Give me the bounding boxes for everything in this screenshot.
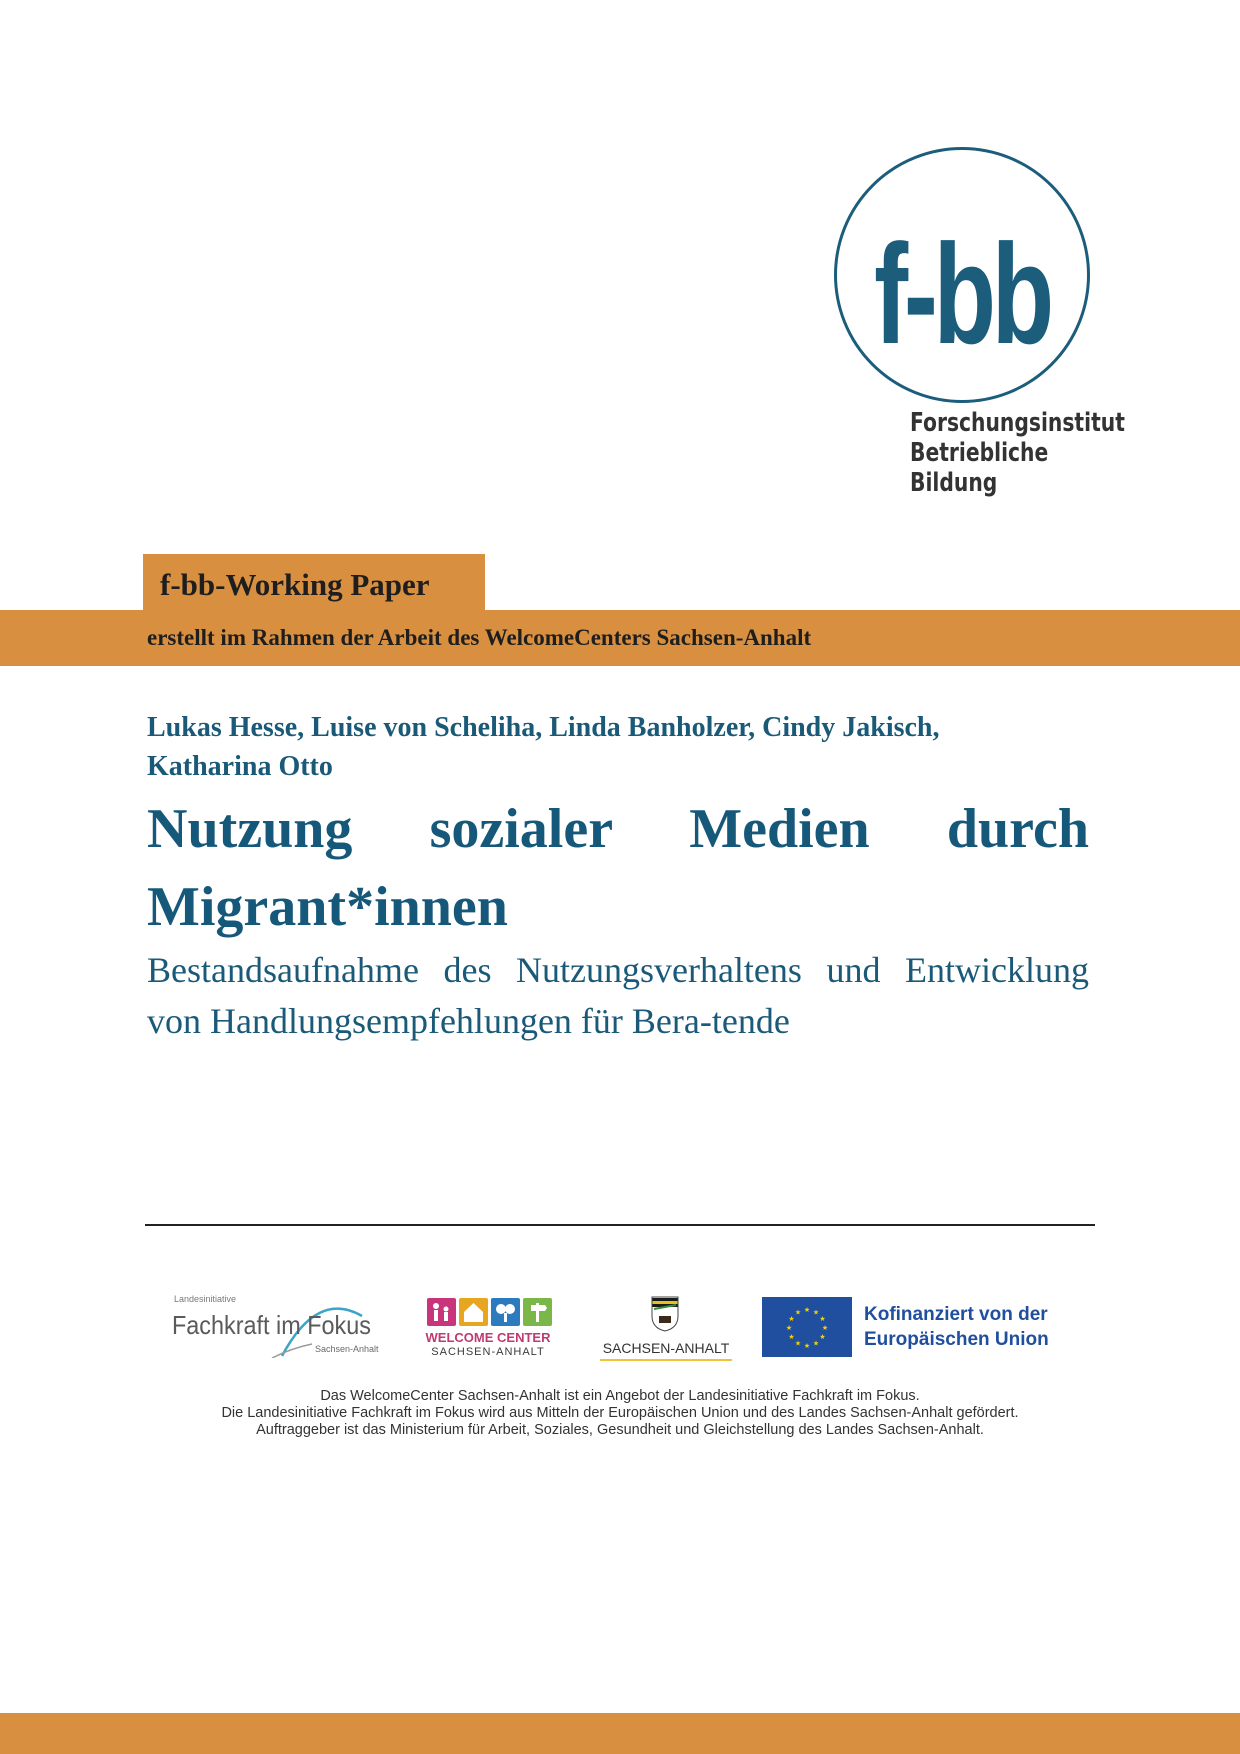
- welcome-center-region: SACHSEN-ANHALT: [431, 1346, 545, 1358]
- svg-text:★: ★: [803, 1306, 811, 1314]
- funding-line-2: Die Landesinitiative Fachkraft im Fokus wird aus Mitteln der Europäischen Union und des Landes Sachsen-Anhalt gefördert.: [221, 1405, 1019, 1421]
- svg-text:★: ★: [785, 1324, 793, 1332]
- fbb-logo-line1: Forschungsinstitut: [910, 408, 1125, 438]
- funding-line-1: Das WelcomeCenter Sachsen-Anhalt ist ein Angebot der Landesinitiative Fachkraft im Fokus.: [320, 1388, 920, 1404]
- paper-subtitle: Bestandsaufnahme des Nutzungsverhaltens und Entwicklung von Handlungsempfehlungen für Bera-tende: [147, 950, 1089, 1041]
- footer-band: [0, 1713, 1240, 1754]
- authors-line-2: Katharina Otto: [147, 751, 333, 782]
- fbb-logo-line2: Betriebliche Bildung: [910, 438, 1049, 498]
- svg-text:★: ★: [812, 1339, 820, 1348]
- svg-text:★: ★: [812, 1308, 820, 1317]
- tree-icon: [491, 1298, 520, 1326]
- fachkraft-logo-top: Landesinitiative: [174, 1294, 237, 1304]
- series-subtitle: erstellt im Rahmen der Arbeit des WelcomeCenters Sachsen-Anhalt: [147, 625, 812, 650]
- fachkraft-im-fokus-logo: [170, 1294, 392, 1360]
- eu-text-line2: Europäischen Union: [864, 1329, 1049, 1350]
- coat-of-arms-icon: [651, 1296, 679, 1332]
- eu-text-line1: Kofinanziert von der: [864, 1304, 1048, 1325]
- funding-line-3: Auftraggeber ist das Ministerium für Arbeit, Soziales, Gesundheit und Gleichstellung des Landes Sachsen-Anhalt.: [256, 1422, 984, 1438]
- fbb-logo-mark: f-bb: [874, 215, 1050, 374]
- paper-title: Nutzung sozialer Medien durch Migrant*innen: [147, 798, 1089, 938]
- svg-text:★: ★: [788, 1315, 795, 1323]
- fachkraft-logo-main: Fachkraft im Fokus: [172, 1310, 371, 1340]
- eu-flag-icon: [762, 1297, 852, 1357]
- svg-text:★: ★: [821, 1324, 829, 1332]
- fbb-logo-name: [910, 408, 1125, 498]
- authors-line-1: Lukas Hesse, Luise von Scheliha, Linda Banholzer, Cindy Jakisch,: [147, 712, 940, 743]
- svg-text:★: ★: [803, 1342, 811, 1350]
- funding-notice: [140, 1388, 1100, 1439]
- sachsen-anhalt-label: SACHSEN-ANHALT: [602, 1340, 730, 1356]
- signpost-icon: [523, 1298, 552, 1326]
- author-list: [147, 708, 1107, 786]
- house-icon: [459, 1298, 488, 1326]
- fachkraft-logo-bottom: Sachsen-Anhalt: [315, 1344, 379, 1354]
- svg-text:★: ★: [788, 1333, 795, 1341]
- svg-text:★: ★: [819, 1315, 826, 1323]
- divider-rule: [145, 1224, 1095, 1226]
- series-label: f-bb-Working Paper: [143, 554, 485, 612]
- svg-text:★: ★: [819, 1333, 826, 1341]
- eu-cofunding-text: [864, 1302, 1092, 1352]
- welcome-center-logo: [425, 1298, 555, 1360]
- family-icon: [427, 1298, 456, 1326]
- sachsen-anhalt-underline: [600, 1359, 732, 1361]
- sachsen-anhalt-logo: [598, 1296, 734, 1362]
- welcome-center-title: WELCOME CENTER: [425, 1330, 551, 1345]
- svg-text:★: ★: [794, 1339, 802, 1348]
- welcome-center-tiles: [427, 1298, 552, 1326]
- svg-text:★: ★: [794, 1308, 802, 1317]
- eu-cofunding-logo: [762, 1297, 1092, 1359]
